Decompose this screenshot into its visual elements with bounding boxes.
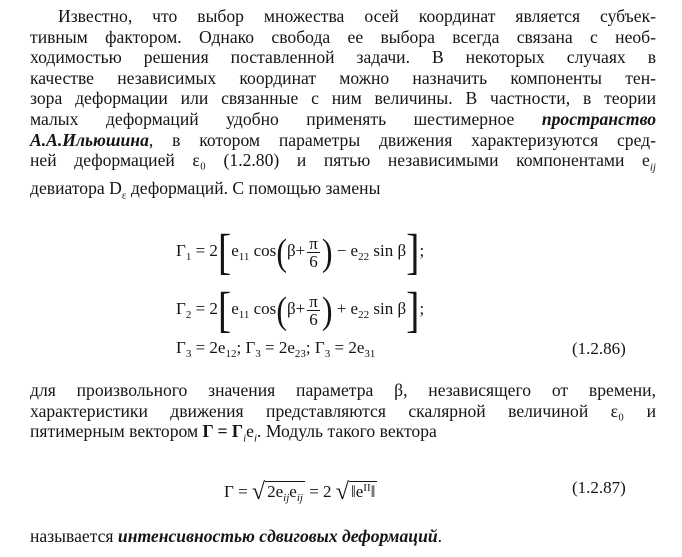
symbol: + e	[336, 298, 359, 318]
symbol: e	[355, 482, 364, 501]
subscript: 11	[238, 308, 250, 321]
symbol: = 2e	[330, 338, 365, 357]
paren: (	[276, 230, 287, 274]
subscript: ij	[296, 492, 303, 504]
subscript: 31	[364, 348, 376, 360]
sqrt-symbol: √	[335, 479, 349, 505]
subscript: ij	[649, 161, 656, 174]
text-line: зора деформации или связанные с ним величины. В частности, в теории	[30, 88, 656, 109]
sqrt-symbol: √	[251, 479, 266, 505]
text-fragment: называется	[30, 526, 114, 546]
paragraph-intro	[30, 6, 656, 206]
symbol: = 2	[195, 298, 218, 318]
subscript: 22	[358, 250, 370, 263]
symbol: ;	[419, 240, 425, 260]
text-fragment: . Модуль такого вектора	[257, 421, 437, 442]
text-fragment: в котором параметры движения характеризуются сред-	[172, 129, 656, 150]
symbol: cos	[253, 240, 277, 260]
superscript: II	[363, 482, 371, 494]
text-line: для произвольного значения параметра β, независящего от времени,	[30, 380, 656, 400]
symbol: 2e	[267, 482, 284, 501]
bracket: ]	[406, 223, 420, 280]
paragraph-definition	[30, 526, 656, 547]
subscript: 23	[294, 348, 306, 360]
symbol: sin β	[373, 298, 407, 318]
symbol: Γ	[176, 298, 186, 318]
symbol: sin β	[373, 240, 407, 260]
subscript: 3	[185, 348, 192, 360]
subscript: 3	[324, 348, 331, 360]
symbol: = 2	[195, 240, 218, 260]
symbol: e	[289, 482, 297, 501]
text-line: характеристики движения представляются скалярной величиной ε₀ и	[30, 400, 656, 421]
equation-gamma-1	[176, 223, 425, 280]
emphasis-name: А.А.Ильюшина	[30, 129, 149, 150]
denominator: 6	[309, 309, 318, 329]
emphasis-term: интенсивностью сдвиговых деформаций	[117, 526, 438, 546]
symbol: ; Γ	[305, 338, 325, 357]
symbol: cos	[253, 298, 277, 318]
symbol: ; Γ	[236, 338, 256, 357]
subscript: 2	[185, 308, 192, 321]
emphasis-term: пространство	[541, 108, 656, 129]
equation-gamma-3	[176, 338, 375, 364]
text-line: А.А.Ильюшина, в котором параметры движения характеризуются сред-	[30, 129, 656, 150]
text-line	[30, 178, 656, 206]
subscript: i	[243, 432, 247, 445]
numerator: π	[309, 233, 318, 253]
symbol: Γ	[176, 240, 186, 260]
symbol: ;	[419, 298, 425, 318]
equation-modulus	[224, 478, 377, 508]
equation-number: (1.2.86)	[572, 339, 626, 358]
text-fragment: девиатора D	[30, 178, 122, 199]
text-line	[30, 421, 656, 449]
subscript: 22	[358, 308, 370, 321]
symbol: e	[231, 298, 239, 318]
text-fragment: малых деформаций удобно применять шестимерное	[30, 108, 515, 129]
text-line: качестве независимых координат можно назначить компоненты тен-	[30, 67, 656, 88]
paragraph-motion	[30, 380, 656, 449]
text-line	[30, 109, 656, 130]
equation-number: (1.2.87)	[572, 478, 626, 497]
symbol: β	[286, 240, 296, 260]
subscript: 1	[185, 250, 192, 263]
subscript: i	[253, 432, 258, 445]
text-fragment: деформаций. С помощью замены	[130, 178, 381, 199]
text-fragment: ней деформацией ε₀ (1.2.80) и пятью независимыми компонентами e	[30, 150, 650, 171]
subscript: ij	[283, 492, 290, 504]
subscript: 12	[225, 348, 237, 360]
text-line: ходимостью решения поставленной задачи. В некоторых случаях в	[30, 47, 656, 68]
text-fragment: .	[437, 526, 443, 546]
symbol: e	[231, 240, 239, 260]
symbol: +	[295, 240, 306, 260]
numerator: π	[309, 291, 318, 311]
paren: )	[321, 230, 333, 274]
fraction	[307, 293, 320, 328]
symbol: Γ	[176, 338, 186, 357]
symbol: − e	[336, 240, 359, 260]
text-line	[30, 526, 656, 547]
vector-gamma: Γ = Γ	[202, 421, 244, 442]
symbol: = 2e	[260, 338, 295, 357]
symbol: = 2e	[191, 338, 226, 357]
paren: (	[276, 288, 287, 332]
radicand	[265, 481, 305, 504]
equation-gamma-2	[176, 281, 425, 338]
fraction	[307, 235, 320, 270]
paren: )	[321, 288, 333, 332]
subscript: 3	[255, 348, 261, 360]
subscript: 11	[238, 250, 250, 263]
symbol: β	[286, 298, 296, 318]
symbol: +	[295, 298, 306, 318]
denominator: 6	[309, 251, 318, 271]
text-fragment: пятимерным вектором	[30, 421, 199, 442]
symbol: Γ =	[224, 482, 248, 501]
text-line: Известно, что выбор множества осей координат является субъек-	[58, 6, 656, 26]
radicand: $‖e^{II}‖$	[350, 482, 376, 501]
text-line	[30, 150, 656, 178]
subscript: ε	[121, 189, 127, 202]
bracket: [	[217, 223, 232, 280]
symbol: = 2	[304, 482, 332, 501]
bracket: ]	[406, 281, 420, 338]
text-line: тивным фактором. Однако свобода ее выбора всегда связана с необ-	[30, 26, 656, 47]
symbol: e	[246, 421, 254, 442]
bracket: [	[217, 281, 232, 338]
